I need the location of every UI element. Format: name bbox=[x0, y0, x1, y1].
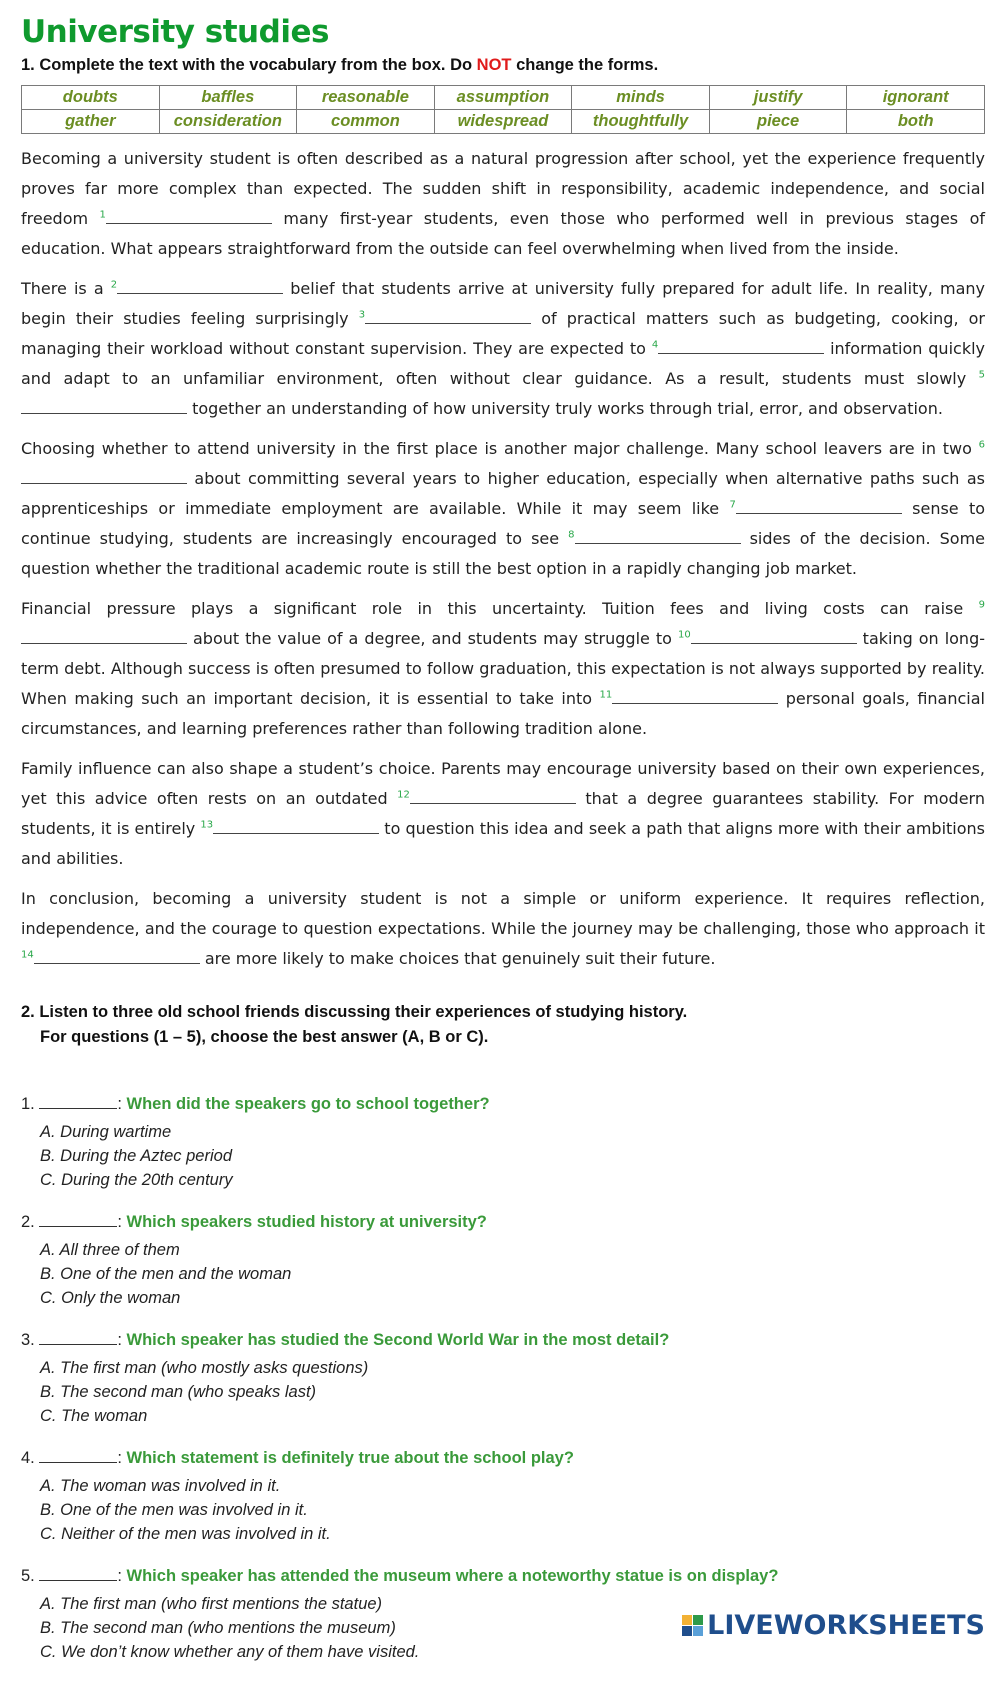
page-title: University studies bbox=[21, 14, 329, 50]
paragraph-5 bbox=[21, 754, 985, 874]
gap-3-input[interactable] bbox=[365, 307, 531, 324]
vocab-word: minds bbox=[572, 86, 710, 110]
answer-option: A. The first man (who first mentions the statue) bbox=[40, 1595, 383, 1613]
para-text: belief that students arrive at university fully prepared for adult life. In reality, many begin their studies feeling surprisingly bbox=[21, 279, 986, 328]
paragraph-4 bbox=[21, 594, 985, 744]
gap-number: 8 bbox=[568, 529, 575, 541]
answer-option: C. The woman bbox=[40, 1407, 148, 1425]
question-block bbox=[21, 1210, 985, 1310]
gap-14-input[interactable] bbox=[34, 947, 200, 964]
gap-number: 14 bbox=[21, 949, 34, 961]
para-text: are more likely to make choices that genuinely suit their future. bbox=[199, 949, 716, 968]
vocab-row-1 bbox=[22, 86, 985, 110]
question-text: Which speakers studied history at university? bbox=[126, 1213, 487, 1231]
gap-6-input[interactable] bbox=[21, 467, 187, 484]
answer-option: C. During the 20th century bbox=[40, 1171, 233, 1189]
para-text: information quickly and adapt to an unfamiliar environment, often without clear guidance. As a result, students must slowly bbox=[21, 339, 985, 388]
vocab-word: justify bbox=[709, 86, 847, 110]
para-text: Choosing whether to attend university in the first place is another major challenge. Many school leavers are in two bbox=[21, 439, 979, 458]
vocabulary-box bbox=[21, 85, 985, 134]
gap-number: 9 bbox=[978, 599, 985, 611]
question-number: 4. bbox=[21, 1449, 35, 1467]
para-text: Becoming a university student is often described as a natural progression after school, yet the experience frequently proves far more complex than expected. The sudden shift in responsibility, academic independence, and social freedom bbox=[21, 149, 985, 228]
question-text: When did the speakers go to school together? bbox=[126, 1095, 490, 1113]
para-text: Family influence can also shape a student’s choice. Parents may encourage university based on their own experiences, yet this advice often rests on an outdated bbox=[21, 759, 985, 808]
gap-7-input[interactable] bbox=[736, 497, 902, 514]
gap-number: 11 bbox=[599, 689, 613, 701]
question-line bbox=[21, 1092, 985, 1116]
answer-option: C. Neither of the men was involved in it. bbox=[40, 1525, 331, 1543]
gap-8-input[interactable] bbox=[575, 527, 741, 544]
instruction-not: NOT bbox=[476, 56, 512, 74]
gap-number: 3 bbox=[358, 309, 366, 321]
gap-13-input[interactable] bbox=[213, 817, 379, 834]
answer-option: A. The first man (who mostly asks questions) bbox=[40, 1359, 369, 1377]
vocab-word: assumption bbox=[434, 86, 572, 110]
gap-number: 5 bbox=[978, 369, 985, 381]
section2-heading-line2: For questions (1 – 5), choose the best answer (A, B or C). bbox=[40, 1028, 489, 1046]
vocab-word: reasonable bbox=[297, 86, 435, 110]
gap-number: 13 bbox=[200, 819, 214, 831]
gap-number: 6 bbox=[978, 439, 985, 451]
answer-input[interactable] bbox=[39, 1566, 117, 1581]
gap-12-input[interactable] bbox=[410, 787, 576, 804]
question-line bbox=[21, 1210, 985, 1234]
gap-5-input[interactable] bbox=[21, 397, 187, 414]
question-colon: : bbox=[117, 1331, 127, 1349]
para-text: together an understanding of how university truly works through trial, error, and observation. bbox=[187, 399, 943, 418]
question-text: Which statement is definitely true about the school play? bbox=[126, 1449, 574, 1467]
question-text: Which speaker has studied the Second World War in the most detail? bbox=[126, 1331, 670, 1349]
vocab-word: widespread bbox=[434, 110, 572, 134]
para-text: that a degree guarantees stability. For modern students, it is entirely bbox=[21, 789, 985, 838]
para-text: Financial pressure plays a significant role in this uncertainty. Tuition fees and living costs can raise bbox=[21, 599, 979, 618]
vocab-word: common bbox=[297, 110, 435, 134]
question-colon: : bbox=[117, 1567, 127, 1585]
vocab-word: doubts bbox=[22, 86, 160, 110]
question-number: 2. bbox=[21, 1213, 35, 1231]
gap-2-input[interactable] bbox=[117, 277, 283, 294]
question-line bbox=[21, 1446, 985, 1470]
logo-mark-icon bbox=[682, 1615, 703, 1636]
vocab-word: baffles bbox=[159, 86, 297, 110]
vocab-word: ignorant bbox=[847, 86, 985, 110]
instruction-text-a: 1. Complete the text with the vocabulary from the box. Do bbox=[21, 56, 477, 74]
para-text: sides of the decision. Some question whether the traditional academic route is still the best option in a rapidly changing job market. bbox=[21, 529, 986, 578]
gap-number: 2 bbox=[110, 279, 118, 291]
answer-option: C. We don’t know whether any of them have visited. bbox=[40, 1643, 420, 1661]
gap-number: 7 bbox=[729, 499, 736, 511]
question-number: 1. bbox=[21, 1095, 35, 1113]
para-text: There is a bbox=[21, 279, 111, 298]
para-text: about the value of a degree, and students may struggle to bbox=[187, 629, 678, 648]
vocab-word: thoughtfully bbox=[572, 110, 710, 134]
question-colon: : bbox=[117, 1449, 127, 1467]
worksheet-page bbox=[21, 10, 985, 1682]
answer-option: B. The second man (who speaks last) bbox=[40, 1383, 317, 1401]
answer-input[interactable] bbox=[39, 1448, 117, 1463]
answer-option: A. All three of them bbox=[40, 1241, 180, 1259]
gap-number: 10 bbox=[677, 629, 691, 641]
liveworksheets-logo bbox=[682, 1610, 985, 1641]
paragraph-1 bbox=[21, 144, 985, 264]
answer-option: B. During the Aztec period bbox=[40, 1147, 232, 1165]
gap-1-input[interactable] bbox=[106, 207, 272, 224]
para-text: taking on long-term debt. Although success is often presumed to follow graduation, this expectation is not always supported by reality. When making such an important decision, it is essential to take into bbox=[21, 629, 986, 708]
gap-number: 1 bbox=[99, 209, 106, 221]
question-number: 5. bbox=[21, 1567, 35, 1585]
gap-10-input[interactable] bbox=[691, 627, 857, 644]
question-block bbox=[21, 1092, 985, 1192]
question-block bbox=[21, 1446, 985, 1546]
question-text: Which speaker has attended the museum where a noteworthy statue is on display? bbox=[126, 1567, 779, 1585]
question-number: 3. bbox=[21, 1331, 35, 1349]
answer-option: B. One of the men and the woman bbox=[40, 1265, 292, 1283]
para-text: to question this idea and seek a path that aligns more with their ambitions and abilities. bbox=[21, 819, 985, 868]
gap-11-input[interactable] bbox=[612, 687, 778, 704]
para-text: personal goals, financial circumstances, and learning preferences rather than following tradition alone. bbox=[21, 689, 985, 738]
section2-heading bbox=[21, 1000, 985, 1050]
question-colon: : bbox=[117, 1095, 127, 1113]
vocab-word: consideration bbox=[159, 110, 297, 134]
gap-number: 4 bbox=[651, 339, 659, 351]
question-list bbox=[21, 1092, 985, 1664]
paragraph-3 bbox=[21, 434, 985, 584]
question-line bbox=[21, 1564, 985, 1588]
gap-9-input[interactable] bbox=[21, 627, 187, 644]
answer-input[interactable] bbox=[39, 1330, 117, 1345]
question-colon: : bbox=[117, 1213, 127, 1231]
para-text: many first-year students, even those who performed well in previous stages of education. What appears straightforward from the outside can feel overwhelming when lived from the inside. bbox=[21, 209, 985, 258]
gap-4-input[interactable] bbox=[658, 337, 824, 354]
question-line bbox=[21, 1328, 985, 1352]
logo-text: LIVEWORKSHEETS bbox=[707, 1610, 985, 1641]
paragraph-2 bbox=[21, 274, 985, 424]
para-text: about committing several years to higher education, especially when alternative paths such as apprenticeships or immediate employment are available. While it may seem like bbox=[21, 469, 985, 518]
vocab-word: gather bbox=[22, 110, 160, 134]
vocab-row-2 bbox=[22, 110, 985, 134]
answer-option: C. Only the woman bbox=[40, 1289, 181, 1307]
para-text: sense to continue studying, students are increasingly encouraged to see bbox=[21, 499, 986, 548]
answer-input[interactable] bbox=[39, 1094, 117, 1109]
para-text: In conclusion, becoming a university student is not a simple or uniform experience. It requires reflection, independence, and the courage to question expectations. While the journey may be challenging, those who approach it bbox=[21, 889, 985, 938]
question-block bbox=[21, 1328, 985, 1428]
answer-option: B. One of the men was involved in it. bbox=[40, 1501, 308, 1519]
answer-input[interactable] bbox=[39, 1212, 117, 1227]
section1-instruction bbox=[21, 56, 985, 75]
vocab-word: both bbox=[847, 110, 985, 134]
para-text: of practical matters such as budgeting, cooking, or managing their workload without constant supervision. They are expected to bbox=[21, 309, 986, 358]
answer-option: A. During wartime bbox=[40, 1123, 172, 1141]
section2-heading-line1: 2. Listen to three old school friends discussing their experiences of studying history. bbox=[21, 1003, 688, 1021]
gap-number: 12 bbox=[397, 789, 410, 801]
instruction-text-b: change the forms. bbox=[511, 56, 659, 74]
answer-option: B. The second man (who mentions the museum) bbox=[40, 1619, 396, 1637]
answer-option: A. The woman was involved in it. bbox=[40, 1477, 281, 1495]
vocab-word: piece bbox=[709, 110, 847, 134]
paragraph-6 bbox=[21, 884, 985, 974]
